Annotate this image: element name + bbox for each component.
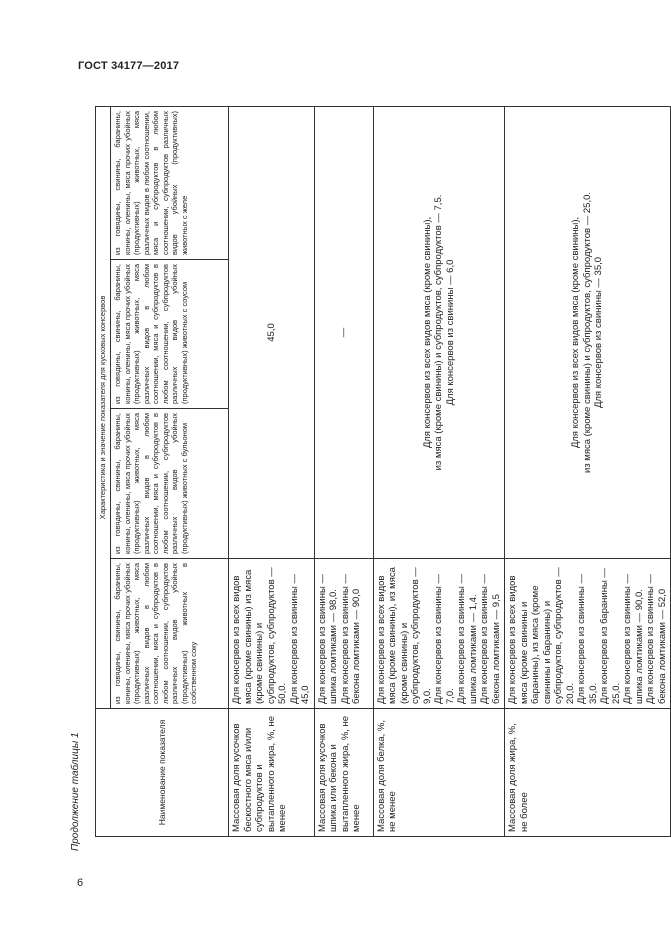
page-number: 6 xyxy=(77,877,84,889)
row-name: Массовая доля кусочков бескостного мяса и/или субпродуктов и вытапленного жира, %, не менее xyxy=(229,709,315,837)
col-header-sauce: из говядины, свинины, баранины, конины, оленины, мяса прочих убойных (продуктивных) животных, мяса различных видов в любом соотношении, мяса и субпродуктов в любом соотношении, субпродуктов различных видов убойных (продуктивных) животных с соусом xyxy=(111,260,229,409)
row-value-merged: Для консервов из всех видов мяса (кроме свинины), из мяса (кроме свинины) и субпродуктов, субпродуктов — 7,5. Для консервов из свинины — 6,0 xyxy=(373,107,505,559)
row-value-own-juice: Для консервов из всех видов мяса (кроме свинины и баранины), из мяса (кроме свинины и баранины) и субпродуктов, субпродуктов — 20,0. Для консервов из свинины — 35,0. Для консервов из баранины — 25,0. Для консервов из свинины — шпика ломтиками — 90,0. Для консервов из свинины — бекона ломтиками — 52,0 xyxy=(505,559,671,709)
row-value-own-juice: Для консервов из всех видов мяса (кроме свинины) из мяса (кроме свинины) и субпродуктов, субпродуктов — 50,0. Для консервов из свинины — 45,0 xyxy=(229,559,315,709)
table-row xyxy=(314,107,373,837)
row-value-merged: 45,0 xyxy=(229,107,315,559)
table-row xyxy=(505,107,671,837)
rotated-table-wrapper xyxy=(95,107,668,837)
characteristic-caption: Характеристика и значение показателя для кусковых консервов xyxy=(96,107,111,709)
col-header-jelly: из говядины, свинины, баранины, конины, оленины, мяса прочих убойных (продуктивных) животных, мяса различных видов в любом соотношении, мяса и субпродуктов в любом соотношении, субпродуктов различных видов убойных (продуктивных) животных с желе xyxy=(111,107,229,260)
row-name: Массовая доля кусочков шпика или бекона и вытапленного жира, %, не менее xyxy=(314,709,373,837)
col-header-own-juice: из говядины, свинины, баранины, конины, оленины, мяса прочих убойных (продуктивных) животных, мяса различных видов в любом соотношении, мяса и субпродуктов в любом соотношении, субпродуктов различных видов убойных (продуктивных) животных в собственном соку xyxy=(111,559,229,709)
row-name: Массовая доля жира, %, не более xyxy=(505,709,671,837)
param-name-header: Наименование показателя xyxy=(96,709,229,837)
table-row xyxy=(373,107,505,837)
indicators-table xyxy=(95,106,671,837)
col-header-broth: из говядины, свинины, баранины, конины, оленины, мяса прочих убойных (продуктивных) животных, мяса различных видов в любом соотношении, мяса и субпродуктов в любом соотношении, субпродуктов различных видов убойных (продуктивных) животных с бульоном xyxy=(111,409,229,559)
table-row xyxy=(229,107,315,837)
row-value-merged: — xyxy=(314,107,373,559)
document-header: ГОСТ 34177—2017 xyxy=(78,60,180,72)
table-continuation-caption: Продолжение таблицы 1 xyxy=(70,732,81,851)
row-value-merged: Для консервов из всех видов мяса (кроме свинины), из мяса (кроме свинины) и субпродуктов, субпродуктов — 25,0. Для консервов из свинины — 35,0 xyxy=(505,107,671,559)
row-name: Массовая доля белка, %, не менее xyxy=(373,709,505,837)
row-value-own-juice: Для консервов из свинины — шпика ломтиками — 98,0. Для консервов из свинины — бекона ломтиками — 90,0 xyxy=(314,559,373,709)
row-value-own-juice: Для консервов из всех видов мяса (кроме свинины), из мяса (кроме свинины) и субпродуктов, субпродуктов — 9,0. Для консервов из свинины — 7,0. Для консервов из свинины — шпика ломтиками — 1,4. Для консервов из свинины — бекона ломтиками — 9,5 xyxy=(373,559,505,709)
